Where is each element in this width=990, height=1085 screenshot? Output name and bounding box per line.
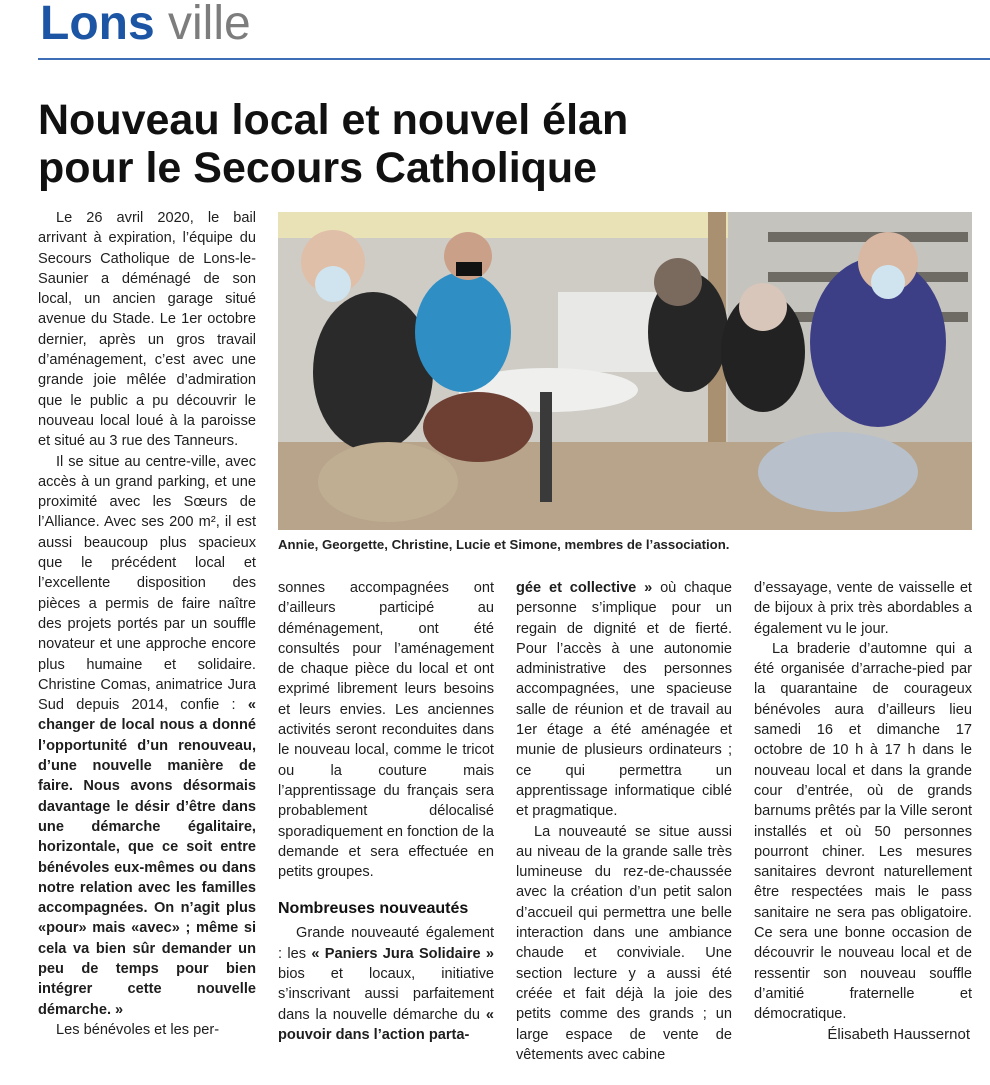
paragraph-text: bios et locaux, initiative s’inscrivant aussi parfaitement dans la nouvelle démarche du [278,966,494,1023]
bold-phrase: gée et collective » [516,580,653,596]
rubric-sub: ville [168,0,251,50]
paragraph: La braderie d’automne qui a été organisée d’arrache-pied par la quarantaine de courageux bénévoles aura d’ailleurs lieu samedi 16 et dimanche 17 octobre de 10 h à 17 h dans le nouveau local et dans la grande cour d’entrée, où de grands barnums prêtés par la Ville seront installés et où 50 personnes pourront chiner. Les mesures sanitaires devront naturellement être respectées mais le pass sanitaire ne sera pas obligatoire. Ce sera une bonne occasion de découvrir le nouveau local et de ressentir son nouveau souffle d’amitié fraternelle et démocratique. [754,640,972,1023]
article-column-4 [754,578,972,1025]
bold-phrase: « pouvoir dans l’action parta- [278,1006,494,1043]
bold-phrase: « Paniers Jura Solidaire » [311,945,495,962]
paragraph: d’essayage, vente de vaisselle et de bijoux à prix très abordables a également vu le jour. [754,580,972,637]
headline-line-1: Nouveau local et nouvel élan [38,96,629,144]
photo-caption: Annie, Georgette, Christine, Lucie et Simone, membres de l’association. [278,537,730,552]
paragraph-text: où chaque personne s’implique pour un regain de dignité et de fierté. Pour l’accès à une autonomie administrative des personnes accompagnées, une spacieuse salle de réunion et de travail au 1er étage a été aménagée et munie de plusieurs ordinateurs ; ce qui permettra un apprentissage informatique ciblé et pragmatique. [516,580,732,820]
section-rubric [40,0,251,54]
headline-line-2: pour le Secours Catholique [38,144,598,192]
author-byline: Élisabeth Haussernot [827,1026,970,1043]
article-column-1 [38,208,256,1040]
paragraph [516,578,732,822]
subheading: Nombreuses nouveautés [278,900,469,918]
paragraph: Les bénévoles et les per- [56,1021,220,1038]
article-headline [38,96,978,192]
article-column-3 [516,578,732,1065]
paragraph: Le 26 avril 2020, le bail arrivant à expiration, l’équipe du Secours Catholique de Lons-le-Saunier a déménagé de son local, un ancien garage situé avenue du Stade. Le 1er octobre dernier, après un gros travail d’aménagement, c’est avec une grande joie mêlée d’admiration que le public a pu découvrir le nouveau local loué à la paroisse et situé au 3 rue des Tanneurs. [38,210,256,450]
rubric-main: Lons [40,0,155,50]
quote-bold: « changer de local nous a donné l’opportunité d’un renouveau, d’une nouvelle manière de faire. Nous avons désormais davantage le désir d’être dans une démarche égalitaire, horizontale, que ce soit entre bénévoles eux-mêmes ou dans notre relation avec les familles accompagnées. On n’agit plus «pour» mais «avec» ; même si cela va bien sûr demander un peu de temps pour bien intégrer cette nouvelle démarche. » [38,697,256,1018]
paragraph [278,923,494,1045]
article-photo [278,212,972,530]
article-column-2 [278,578,494,1045]
paragraph: sonnes accompagnées ont d’ailleurs participé au déménagement, ont été consultés pour l’aménagement de chaque pièce du local et ont exprimé librement leurs besoins et leurs envies. Les anciennes activités seront reconduites dans le nouveau local, comme le tricot ou la couture mais l’apprentissage du français sera probablement délocalisé sporadiquement en fonction de la demande et sera effectuée en petits groupes. [278,580,494,881]
paragraph-text: Grande nouveauté également : les [278,925,494,962]
paragraph-text: Il se situe au centre-ville, avec accès à un grand parking, et une proximité avec les Sœurs de l’Alliance. Avec ses 200 m², il est aussi beaucoup plus spacieux que le précédent local et l’excellente disposition des pièces a permis de faire naître des projets portés par un souffle novateur et une approche encore plus humaine et solidaire. Christine Comas, animatrice Jura Sud depuis 2014, confie : [38,453,256,714]
photo-illustration [278,212,972,530]
paragraph: La nouveauté se situe aussi au niveau de la grande salle très lumineuse du rez-de-chaussée avec la création d’un petit salon d’accueil qui permettra une belle interaction dans une ambiance chaude et conviviale. Une section lecture y a aussi été créée et fait déjà la joie des petits comme des grands ; un large espace de vente de vêtements avec cabine [516,823,732,1063]
paragraph [38,452,256,1020]
header-rule [38,58,990,60]
